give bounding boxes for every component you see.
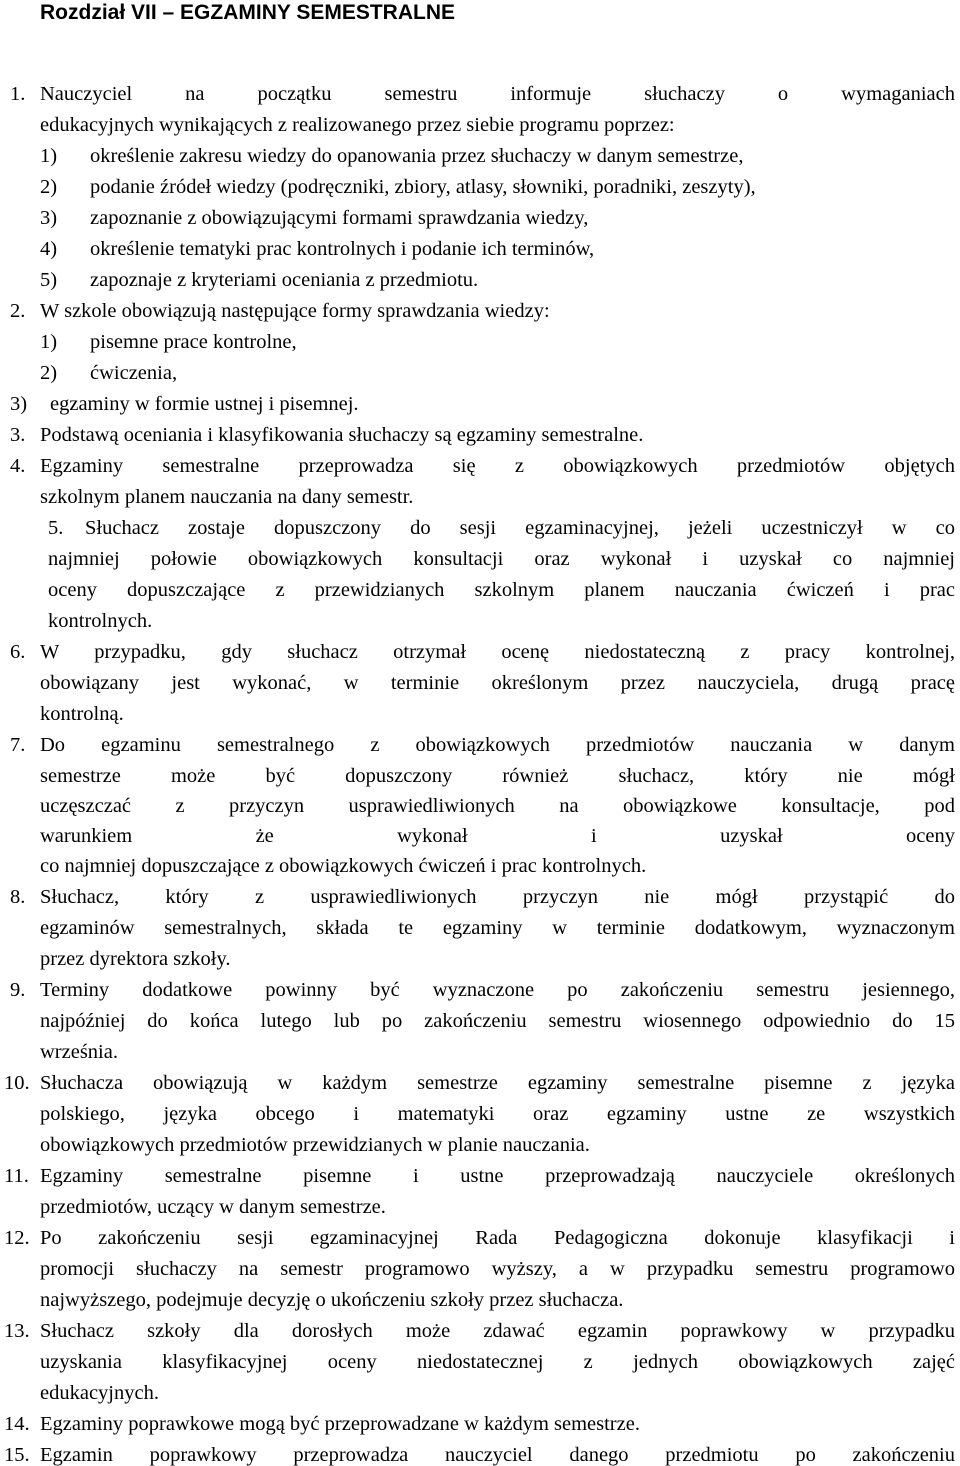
item-text-line: oceny dopuszczające z przewidzianych szkolnym planem nauczania ćwiczeń i prac	[48, 579, 955, 601]
item-text-line: Podstawą oceniania i klasyfikowania słuchaczy są egzaminy semestralne.	[40, 424, 644, 446]
subitem-text: podanie źródeł wiedzy (podręczniki, zbiory, atlasy, słowniki, poradniki, zeszyty),	[90, 176, 756, 198]
item-text-line: promocji słuchaczy na semestr programowo wyższy, a w przypadku semestru programowo	[40, 1258, 955, 1280]
item-number: 5.	[48, 517, 64, 539]
item-number: 11.	[4, 1165, 29, 1187]
subitem-number: 3)	[10, 393, 28, 415]
item-number: 12.	[4, 1227, 30, 1249]
item-text-line: przedmiotów, uczący w danym semestrze.	[40, 1196, 386, 1218]
item-text-line: egzaminów semestralnych, składa te egzaminy w terminie dodatkowym, wyznaczonym	[40, 917, 955, 939]
item-number: 1.	[10, 83, 26, 105]
subitem-text: zapoznanie z obowiązującymi formami sprawdzania wiedzy,	[90, 207, 589, 229]
item-text-line: polskiego, języka obcego i matematyki oraz egzaminy ustne ze wszystkich	[40, 1103, 955, 1125]
item-text-line: W szkole obowiązują następujące formy sprawdzania wiedzy:	[40, 300, 550, 322]
item-text-line: Słuchacz szkoły dla dorosłych może zdawać egzamin poprawkowy w przypadku	[40, 1320, 955, 1342]
item-text-line: przez dyrektora szkoły.	[40, 948, 231, 970]
item-number: 9.	[10, 979, 26, 1001]
subitem-number: 2)	[40, 176, 58, 198]
item-text-line: Słuchacza obowiązują w każdym semestrze egzaminy semestralne pisemne z języka	[40, 1072, 955, 1094]
chapter-heading: Rozdział VII – EGZAMINY SEMESTRALNE	[40, 1, 455, 24]
item-text-line: Do egzaminu semestralnego z obowiązkowych przedmiotów nauczania w danym	[40, 734, 955, 756]
item-text-line: Egzaminy poprawkowe mogą być przeprowadzane w każdym semestrze.	[40, 1413, 640, 1435]
item-number: 7.	[10, 734, 26, 756]
item-text-line: Egzaminy semestralne przeprowadza się z obowiązkowych przedmiotów objętych	[40, 455, 955, 477]
subitem-text: zapoznaje z kryteriami oceniania z przedmiotu.	[90, 269, 479, 291]
subitem-number: 1)	[40, 145, 58, 167]
item-text-line: obowiązany jest wykonać, w terminie określonym przez nauczyciela, drugą pracę	[40, 672, 955, 694]
item-text-line: warunkiem że wykonał i uzyskał oceny	[40, 825, 955, 847]
item-number: 8.	[10, 886, 26, 908]
item-number: 13.	[4, 1320, 30, 1342]
item-number: 14.	[4, 1413, 30, 1435]
item-text-line: obowiązkowych przedmiotów przewidzianych w planie nauczania.	[40, 1134, 590, 1156]
item-text-line: kontrolną.	[40, 703, 124, 725]
item-number: 4.	[10, 455, 26, 477]
subitem-text: ćwiczenia,	[90, 362, 178, 384]
subitem-text: egzaminy w formie ustnej i pisemnej.	[50, 393, 359, 415]
item-text-line: uczęszczać z przyczyn usprawiedliwionych na obowiązkowe konsultacje, pod	[40, 795, 955, 817]
item-text-line: co najmniej dopuszczające z obowiązkowych ćwiczeń i prac kontrolnych.	[40, 855, 647, 877]
subitem-number: 5)	[40, 269, 58, 291]
subitem-number: 1)	[40, 331, 58, 353]
item-number: 6.	[10, 641, 26, 663]
subitem-text: określenie zakresu wiedzy do opanowania przez słuchaczy w danym semestrze,	[90, 145, 744, 167]
item-text-line: kontrolnych.	[48, 610, 153, 632]
subitem-text: określenie tematyki prac kontrolnych i podanie ich terminów,	[90, 238, 595, 260]
item-text-line: Słuchacz, który z usprawiedliwionych przyczyn nie mógł przystąpić do	[40, 886, 955, 908]
item-text-line: szkolnym planem nauczania na dany semestr.	[40, 486, 414, 508]
item-text-line: Nauczyciel na początku semestru informuje słuchaczy o wymaganiach	[40, 83, 955, 105]
item-number: 15.	[4, 1444, 30, 1466]
item-text-line: Słuchacz zostaje dopuszczony do sesji egzaminacyjnej, jeżeli uczestniczył w co	[85, 517, 955, 539]
item-text-line: W przypadku, gdy słuchacz otrzymał ocenę niedostateczną z pracy kontrolnej,	[40, 641, 955, 663]
item-text-line: Egzamin poprawkowy przeprowadza nauczyciel danego przedmiotu po zakończeniu	[40, 1444, 955, 1466]
item-text-line: najmniej połowie obowiązkowych konsultacji oraz wykonał i uzyskał co najmniej	[48, 548, 955, 570]
item-text-line: Egzaminy semestralne pisemne i ustne przeprowadzają nauczyciele określonych	[40, 1165, 955, 1187]
item-text-line: semestrze może być dopuszczony również słuchacz, który nie mógł	[40, 765, 955, 787]
item-text-line: września.	[40, 1041, 118, 1063]
item-number: 2.	[10, 300, 26, 322]
item-text-line: edukacyjnych.	[40, 1382, 159, 1404]
subitem-number: 3)	[40, 207, 58, 229]
subitem-number: 4)	[40, 238, 58, 260]
item-number: 10.	[4, 1072, 30, 1094]
subitem-text: pisemne prace kontrolne,	[90, 331, 297, 353]
subitem-number: 2)	[40, 362, 58, 384]
item-number: 3.	[10, 424, 26, 446]
item-text-line: edukacyjnych wynikających z realizowanego przez siebie programu poprzez:	[40, 114, 675, 136]
item-text-line: Terminy dodatkowe powinny być wyznaczone po zakończeniu semestru jesiennego,	[40, 979, 955, 1001]
item-text-line: najwyższego, podejmuje decyzję o ukończeniu szkoły przez słuchacza.	[40, 1289, 624, 1311]
item-text-line: uzyskania klasyfikacyjnej oceny niedostatecznej z jednych obowiązkowych zajęć	[40, 1351, 955, 1373]
item-text-line: najpóźniej do końca lutego lub po zakończeniu semestru wiosennego odpowiednio do 15	[40, 1010, 955, 1032]
item-text-line: Po zakończeniu sesji egzaminacyjnej Rada Pedagogiczna dokonuje klasyfikacji i	[40, 1227, 955, 1249]
